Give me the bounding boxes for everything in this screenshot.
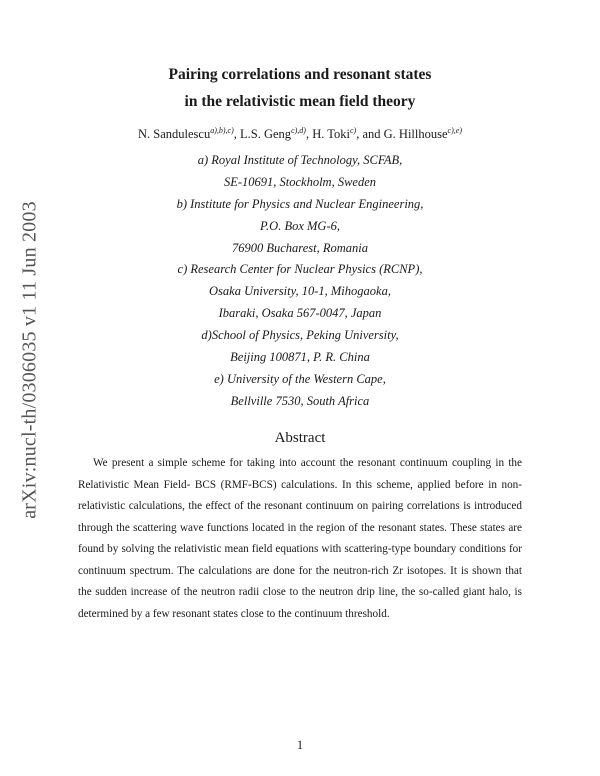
affiliation-line: Ibaraki, Osaka 567-0047, Japan (218, 306, 382, 321)
affiliation-line: Osaka University, 10-1, Mihogaoka, (209, 284, 391, 299)
author-separator: , and (356, 127, 384, 142)
paper-title-line-1: Pairing correlations and resonant states (168, 66, 432, 83)
affiliation-line: 76900 Bucharest, Romania (232, 240, 368, 255)
affiliation-line: b) Institute for Physics and Nuclear Engineering, (176, 196, 424, 211)
affiliation-line: c) Research Center for Nuclear Physics (RCNP), (177, 262, 423, 277)
paper-title-line-2: in the relativistic mean field theory (184, 93, 416, 110)
affiliation-line: P.O. Box MG-6, (260, 218, 340, 233)
page-number: 1 (296, 738, 304, 752)
author-name: H. Toki (312, 127, 350, 142)
author-name: G. Hillhouse (383, 127, 448, 142)
affiliation-line: a) Royal Institute of Technology, SCFAB, (197, 153, 403, 167)
author-affiliation-marks: a),b),c) (210, 126, 234, 135)
affiliation-line: Bellville 7530, South Africa (230, 393, 370, 408)
author-separator: , (305, 127, 313, 142)
abstract-text: We present a simple scheme for taking into account the resonant continuum coupling in the Relativistic Mean Field- BCS (RMF-BCS) calculations. In this scheme, applied before in non-relativistic calculations, the effect of the resonant continuum on pairing correlations is introduced through the scattering wave functions located in the region of the resonant states. These states are found by solving the relativistic mean field equations with scattering-type boundary conditions for continuum spectrum. The calculations are done for the neutron-rich Zr isotopes. It is shown that the sudden increase of the neutron radii close to the neutron drip line, the so-called giant halo, is determined by a few resonant states close to the continuum threshold. (78, 457, 522, 620)
arxiv-identifier: arXiv:nucl-th/0306035 v1 11 Jun 2003 (18, 201, 41, 519)
author-list (0, 126, 600, 142)
abstract-body (78, 453, 522, 625)
affiliation-line: Beijing 100871, P. R. China (230, 350, 370, 365)
author-name: L.S. Geng (240, 127, 292, 142)
author-affiliation-marks: c),e) (447, 126, 462, 135)
affiliation-line: SE-10691, Stockholm, Sweden (223, 174, 377, 189)
author-name: N. Sandulescu (138, 127, 211, 142)
affiliation-line: e) University of the Western Cape, (214, 371, 386, 386)
affiliation-line: d)School of Physics, Peking University, (201, 328, 399, 343)
author-separator: , (233, 127, 241, 142)
abstract-heading: Abstract (274, 430, 326, 446)
author-affiliation-marks: c),d) (291, 126, 306, 135)
author-affiliation-marks: c) (350, 126, 357, 135)
affiliation-list (0, 150, 600, 413)
